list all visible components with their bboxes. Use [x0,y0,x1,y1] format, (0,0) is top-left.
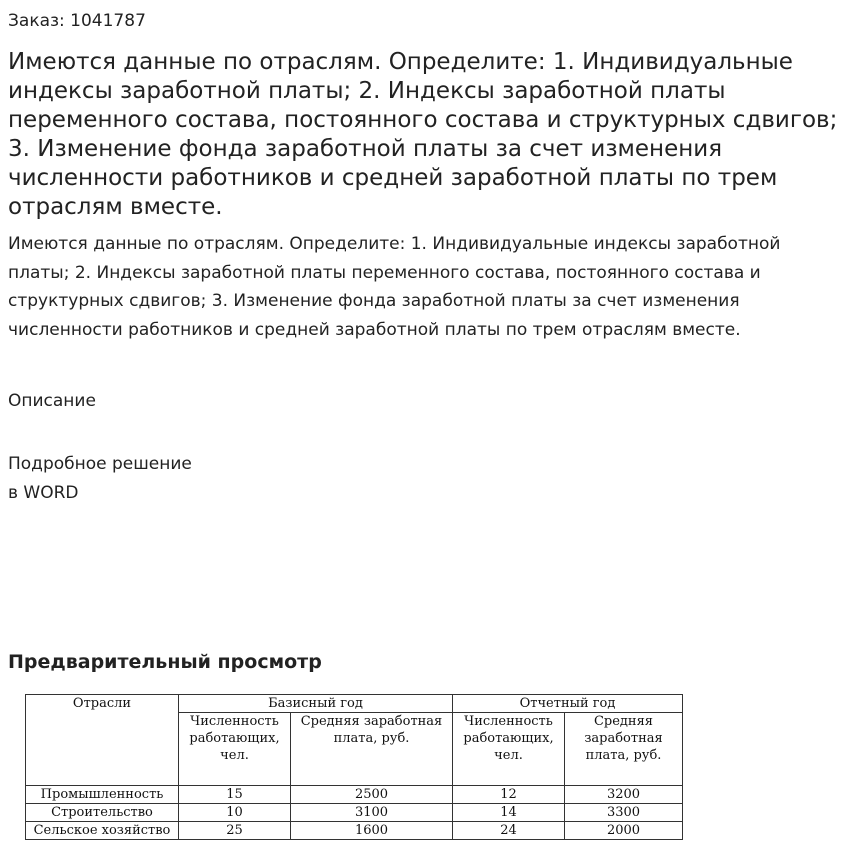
cell-sector: Строительство [26,804,179,822]
cell-base-count: 25 [179,822,291,840]
page-title: Имеются данные по отраслям. Определите: 1. Индивидуальные индексы заработной платы; 2. Индексы заработной платы переменного состава, постоянного состава и структурных сдвигов; 3. Изменение фонда заработной платы за счет изменения численности работников и средней заработной платы по трем отраслям вместе. [8,49,838,220]
cell-base-wage: 2500 [291,786,453,804]
cell-report-count: 24 [453,822,565,840]
solution-line-1: Подробное решение [8,454,192,474]
header-sector: Отрасли [26,695,179,786]
header-base-wage: Средняя заработная плата, руб. [291,713,453,786]
header-report-year: Отчетный год [453,695,683,713]
table-header-row-1 [26,695,683,713]
header-base-count: Численность работающих, чел. [179,713,291,786]
cell-base-wage: 3100 [291,804,453,822]
preview-table [25,694,683,840]
task-description: Имеются данные по отраслям. Определите: 1. Индивидуальные индексы заработной платы; 2. Индексы заработной платы переменного состава, постоянного состава и структурных сдвигов; 3. Изменение фонда заработной платы за счет изменения численности работников и средней заработной платы по трем отраслям вместе. [8,234,781,341]
header-report-wage: Средняя заработная плата, руб. [565,713,683,786]
cell-base-count: 10 [179,804,291,822]
cell-report-count: 14 [453,804,565,822]
preview-title: Предварительный просмотр [8,651,322,673]
cell-sector: Промышленность [26,786,179,804]
table-row [26,822,683,840]
cell-sector: Сельское хозяйство [26,822,179,840]
header-report-count: Численность работающих, чел. [453,713,565,786]
header-base-year: Базисный год [179,695,453,713]
cell-report-wage: 3300 [565,804,683,822]
cell-report-wage: 3200 [565,786,683,804]
cell-report-wage: 2000 [565,822,683,840]
table-row [26,804,683,822]
solution-line-2: в WORD [8,483,79,503]
cell-base-wage: 1600 [291,822,453,840]
cell-report-count: 12 [453,786,565,804]
table-row [26,786,683,804]
order-number: Заказ: 1041787 [8,11,146,31]
solution-info [8,450,192,508]
description-label: Описание [8,391,96,411]
cell-base-count: 15 [179,786,291,804]
